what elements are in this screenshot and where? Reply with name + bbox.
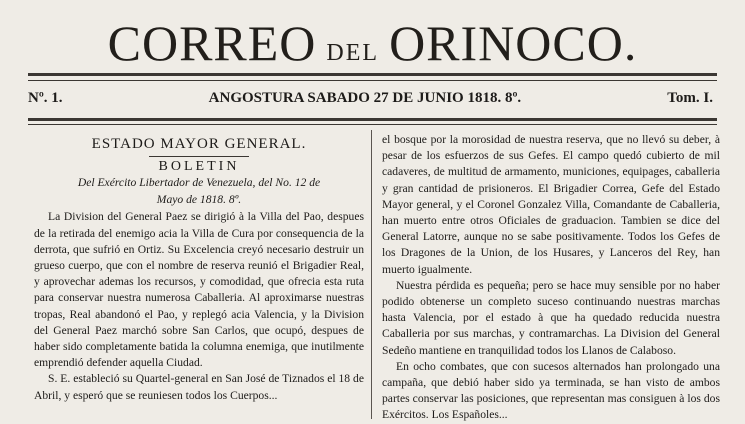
article-subtitle-line1: Del Exército Libertador de Venezuela, del No. 12 de — [77, 176, 321, 190]
masthead-rule-thick — [28, 73, 717, 76]
place-and-date: ANGOSTURA SABADO 27 DE JUNIO 1818. 8º. — [208, 89, 522, 106]
article-subtitle-line2: Mayo de 1818. 8º. — [156, 193, 242, 207]
masthead-title-correo: CORREO — [107, 15, 317, 71]
dateline — [28, 88, 713, 108]
column-divider — [371, 130, 372, 419]
right-column — [382, 132, 720, 422]
left-paragraph-1: La Division del General Paez se dirigió à la Villa del Pao, despues de la retirada del enemigo acia la Villa de Cura por consequencia de la derrota, que sufrió en Ortiz. Su Excelencia creyó necesario destruir un grueso cuerpo, que con el nombre de reserva reunió el Brigadier Real, y aprovechar ademas los recursos, y comodidad, que ofrecia esta ruta para conservar nuestra numerosa Caballeria. Al aproximarse nuestras tropas, Real abandonó el Pao, y replegó acia Valencia, y la Division del General Paez marchó sobre San Carlos, que ocupó, despues de haber sido completamente batida la columna enemiga, que inutilmente emprendió defender aquella Ciudad. — [34, 210, 364, 370]
issue-number: Nº. 1. — [28, 89, 63, 106]
masthead-title-orinoco: ORINOCO. — [389, 15, 638, 71]
heading-rule — [149, 156, 249, 157]
article-title: BOLETIN — [158, 159, 240, 175]
right-paragraph-3: En ocho combates, que con sucesos alternados han prolongado una campaña, que debió haber sido ya terminada, se han visto de ambos partes conservar las posiciones, que representan mas consiguen à los dos Exércitos. Los Españoles... — [382, 359, 720, 422]
section-heading: ESTADO MAYOR GENERAL. — [91, 136, 307, 152]
left-paragraph-2: S. E. estableció su Quartel-general en San José de Tiznados el 18 de Abril, y esperó que se reuniesen todos los Cuerpos... — [34, 372, 364, 402]
dateline-rule-thick — [28, 118, 717, 121]
right-paragraph-1: el bosque por la morosidad de nuestra reserva, que no llevó su deber, à pesar de los esfuerzos de sus Gefes. El campo quedó cubierto de mil cadaveres, de multitud de armamento, municiones, equipages, caballeria y gran cantidad de prisioneros. El Brigadier Correa, Gefe del Estado Mayor general, y el Coronel Gonzalez Villa, Comandante de Caballeria, han muerto entre otros Oficiales de graduacion. Tambien se dice del General Latorre, aunque no se sabe positivamente. Todos los Gefes de los Dragones de la Union, de los Husares, y Lanceros del Rey, han muerto igualmente. — [382, 133, 720, 276]
masthead-rule-thin — [28, 80, 717, 81]
masthead-title-del: DEL — [326, 40, 380, 66]
dateline-rule-thin — [28, 124, 717, 125]
masthead — [22, 14, 723, 76]
tome-number: Tom. I. — [667, 89, 713, 106]
left-column — [34, 132, 364, 419]
right-paragraph-2: Nuestra pérdida es pequeña; pero se hace muy sensible por no haber podido obtenerse un completo suceso continuando nuestras marchas hasta Valencia, por el estado à que ha quedado reducida nuestra Caballeria por sus marchas, y contramarchas. La Division del General Sedeño mantiene en tranquilidad todos los Llanos de Calaboso. — [382, 278, 720, 357]
